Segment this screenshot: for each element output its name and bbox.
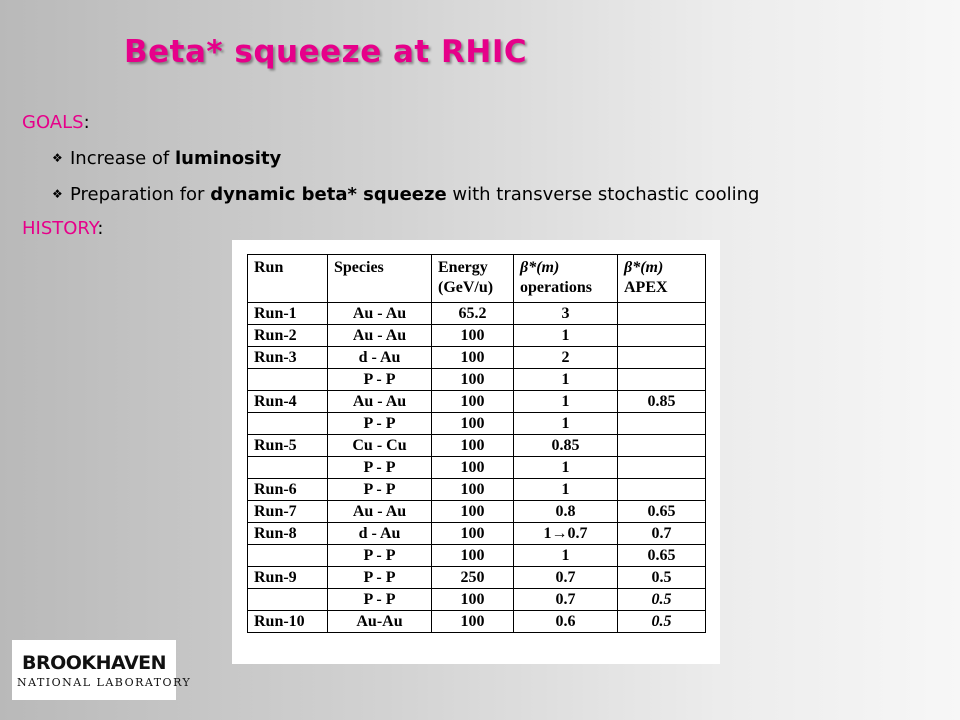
header-text: APEX (624, 279, 668, 296)
table-cell (618, 325, 706, 347)
table-cell: 1 (514, 479, 618, 501)
table-cell: 0.7 (618, 523, 706, 545)
goal-2-suffix: with transverse stochastic cooling (446, 184, 760, 205)
table-cell: 1 (514, 413, 618, 435)
goal-1-prefix: Increase of (70, 148, 175, 169)
table-row (248, 391, 706, 413)
table-cell: Au - Au (328, 325, 432, 347)
table-cell: Run-4 (248, 391, 328, 413)
brookhaven-logo (12, 640, 192, 700)
header-text: operations (520, 279, 592, 296)
table-cell: 0.85 (514, 435, 618, 457)
logo-line-1: BROOKHAVEN (22, 652, 167, 674)
table-cell: Run-10 (248, 611, 328, 633)
table-cell: Run-6 (248, 479, 328, 501)
table-cell: Run-5 (248, 435, 328, 457)
header-text: β*(m) (520, 259, 560, 276)
table-cell: Run-8 (248, 523, 328, 545)
table-cell: 1 (514, 325, 618, 347)
table-cell: Run-9 (248, 567, 328, 589)
table-row (248, 501, 706, 523)
header-text: (GeV/u) (438, 279, 494, 296)
table-cell: P - P (328, 369, 432, 391)
table-cell: 0.5 (618, 567, 706, 589)
table-row (248, 457, 706, 479)
history-label: HISTORY (22, 218, 98, 239)
table-cell: 2 (514, 347, 618, 369)
table-cell: 1→0.7 (514, 523, 618, 545)
table-cell: Au - Au (328, 303, 432, 325)
table-cell: 100 (432, 391, 514, 413)
diamond-bullet-icon: ❖ (52, 187, 63, 201)
table-cell: 250 (432, 567, 514, 589)
header-apex (618, 255, 706, 303)
table-cell (248, 369, 328, 391)
table-cell: Run-2 (248, 325, 328, 347)
table-row (248, 369, 706, 391)
beta-history-table (247, 254, 706, 633)
header-species (328, 255, 432, 303)
table-cell (618, 413, 706, 435)
table-row (248, 567, 706, 589)
table-cell: 100 (432, 457, 514, 479)
table-row (248, 435, 706, 457)
table-cell: 0.65 (618, 501, 706, 523)
goal-2-prefix: Preparation for (70, 184, 211, 205)
header-operations (514, 255, 618, 303)
table-row (248, 479, 706, 501)
goal-bullet-2 (52, 184, 759, 205)
header-text: β*(m) (624, 259, 664, 276)
table-cell: 1 (514, 369, 618, 391)
table-cell: 0.6 (514, 611, 618, 633)
table-cell: 100 (432, 501, 514, 523)
table-cell: Run-3 (248, 347, 328, 369)
table-row (248, 589, 706, 611)
table-cell (248, 545, 328, 567)
table-cell: P - P (328, 479, 432, 501)
table-cell: P - P (328, 457, 432, 479)
table-row (248, 545, 706, 567)
table-cell (248, 457, 328, 479)
table-cell: Cu - Cu (328, 435, 432, 457)
table-cell: P - P (328, 545, 432, 567)
table-cell: Run-1 (248, 303, 328, 325)
header-run (248, 255, 328, 303)
table-cell: d - Au (328, 347, 432, 369)
history-colon: : (97, 218, 104, 239)
table-cell (248, 413, 328, 435)
table-cell: d - Au (328, 523, 432, 545)
slide-title: Beta* squeeze at RHIC (124, 34, 528, 70)
goal-bullet-1 (52, 148, 281, 169)
table-cell: 1 (514, 391, 618, 413)
table-cell: 100 (432, 369, 514, 391)
header-text: Species (334, 259, 384, 276)
table-cell: 100 (432, 413, 514, 435)
table-cell (618, 457, 706, 479)
table-cell: 100 (432, 479, 514, 501)
table-cell: 0.8 (514, 501, 618, 523)
goals-colon: : (83, 112, 90, 133)
history-heading (22, 218, 103, 239)
table-cell: P - P (328, 567, 432, 589)
goal-1-bold: luminosity (174, 148, 282, 169)
table-cell: 0.5 (618, 589, 706, 611)
table-cell (618, 479, 706, 501)
header-text: Energy (438, 259, 488, 276)
table-cell: Au - Au (328, 391, 432, 413)
table-cell: Au-Au (328, 611, 432, 633)
table-cell: 3 (514, 303, 618, 325)
goals-heading (22, 112, 90, 133)
table-cell: P - P (328, 589, 432, 611)
goal-2-bold: dynamic beta* squeeze (210, 184, 447, 205)
table-row (248, 303, 706, 325)
table-cell: 1 (514, 545, 618, 567)
table-cell (618, 303, 706, 325)
goals-label: GOALS (22, 112, 84, 133)
table-cell: 0.5 (618, 611, 706, 633)
table-cell: 100 (432, 545, 514, 567)
table-cell: 65.2 (432, 303, 514, 325)
table-cell: Au - Au (328, 501, 432, 523)
table-header-row (248, 255, 706, 303)
table-row (248, 325, 706, 347)
table-cell: 0.7 (514, 567, 618, 589)
header-energy (432, 255, 514, 303)
table-cell: 100 (432, 589, 514, 611)
table-cell: 0.65 (618, 545, 706, 567)
table-row (248, 523, 706, 545)
table-cell: 100 (432, 435, 514, 457)
table-cell: 100 (432, 611, 514, 633)
table-cell: 1 (514, 457, 618, 479)
table-cell: 0.85 (618, 391, 706, 413)
table-cell (248, 589, 328, 611)
table-row (248, 347, 706, 369)
header-text: Run (254, 259, 284, 276)
table-cell: 100 (432, 347, 514, 369)
table-cell: Run-7 (248, 501, 328, 523)
table-cell (618, 369, 706, 391)
table-cell (618, 347, 706, 369)
diamond-bullet-icon: ❖ (52, 151, 63, 165)
history-table-card (232, 240, 720, 664)
table-cell: 100 (432, 325, 514, 347)
table-cell (618, 435, 706, 457)
table-cell: P - P (328, 413, 432, 435)
logo-line-2: NATIONAL LABORATORY (17, 676, 192, 689)
table-cell: 0.7 (514, 589, 618, 611)
table-row (248, 611, 706, 633)
table-row (248, 413, 706, 435)
table-cell: 100 (432, 523, 514, 545)
